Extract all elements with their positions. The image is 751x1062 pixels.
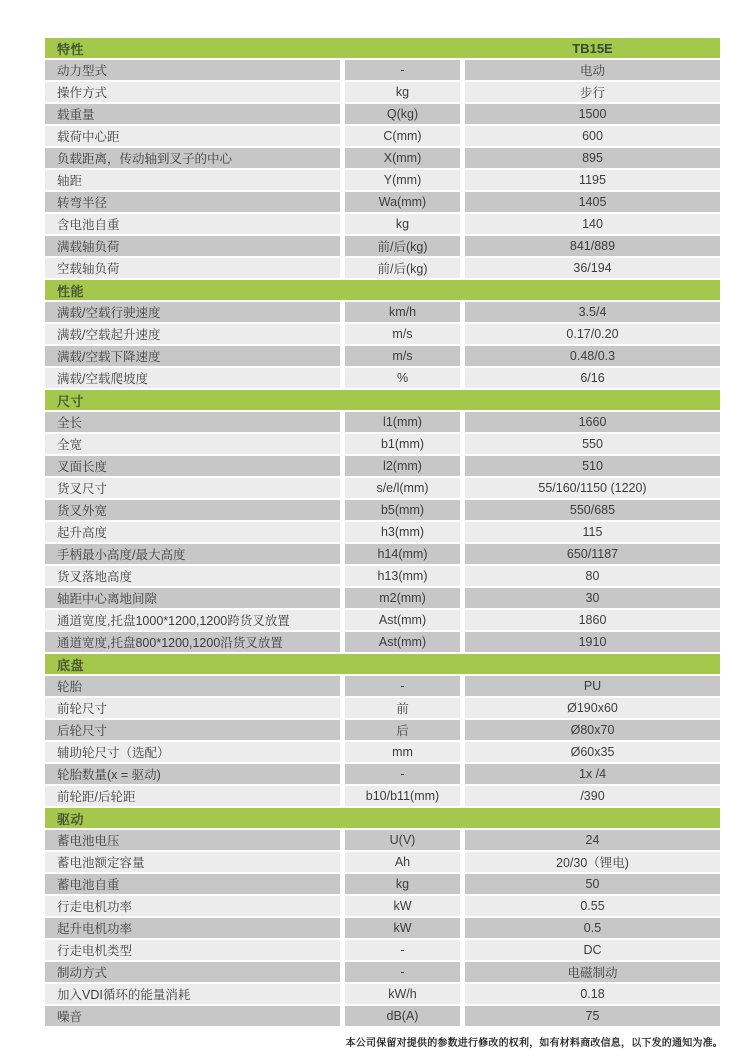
spec-label: 满载轴负荷 — [45, 236, 340, 256]
table-row — [45, 918, 720, 938]
spec-label: 满载/空载爬坡度 — [45, 368, 340, 388]
spec-value: 0.55 — [465, 896, 720, 916]
table-row — [45, 610, 720, 630]
table-row — [45, 962, 720, 982]
spec-label: 轮胎 — [45, 676, 340, 696]
spec-value: 550 — [465, 434, 720, 454]
spec-label: 载重量 — [45, 104, 340, 124]
spec-label: 手柄最小高度/最大高度 — [45, 544, 340, 564]
spec-label: 起升高度 — [45, 522, 340, 542]
table-row — [45, 566, 720, 586]
spec-value: 80 — [465, 566, 720, 586]
spec-label: 轮胎数量(x = 驱动) — [45, 764, 340, 784]
spec-unit: U(V) — [345, 830, 460, 850]
spec-unit: C(mm) — [345, 126, 460, 146]
spec-label: 满载/空载下降速度 — [45, 346, 340, 366]
section-header — [45, 390, 720, 410]
table-row — [45, 522, 720, 542]
spec-label: 全长 — [45, 412, 340, 432]
section-header — [45, 808, 720, 828]
spec-label: 叉面长度 — [45, 456, 340, 476]
spec-label: 通道宽度,托盘800*1200,1200沿货叉放置 — [45, 632, 340, 652]
spec-unit: h14(mm) — [345, 544, 460, 564]
spec-value: 650/1187 — [465, 544, 720, 564]
spec-value: 1860 — [465, 610, 720, 630]
table-row — [45, 720, 720, 740]
spec-unit: b1(mm) — [345, 434, 460, 454]
spec-value: 1660 — [465, 412, 720, 432]
spec-label: 后轮尺寸 — [45, 720, 340, 740]
spec-label: 通道宽度,托盘1000*1200,1200跨货叉放置 — [45, 610, 340, 630]
table-row — [45, 104, 720, 124]
spec-unit: X(mm) — [345, 148, 460, 168]
spec-value: 6/16 — [465, 368, 720, 388]
table-row — [45, 588, 720, 608]
table-row — [45, 478, 720, 498]
spec-label: 轴距 — [45, 170, 340, 190]
table-row — [45, 940, 720, 960]
spec-unit: - — [345, 962, 460, 982]
spec-unit: m2(mm) — [345, 588, 460, 608]
table-row — [45, 544, 720, 564]
spec-label: 动力型式 — [45, 60, 340, 80]
spec-value: 510 — [465, 456, 720, 476]
spec-label: 负载距离，传动轴到叉子的中心 — [45, 148, 340, 168]
section-title: 性能 — [57, 283, 85, 299]
spec-value: Ø60x35 — [465, 742, 720, 762]
section-header — [45, 280, 720, 300]
spec-value: 600 — [465, 126, 720, 146]
table-row — [45, 896, 720, 916]
spec-label: 转弯半径 — [45, 192, 340, 212]
spec-label: 货叉尺寸 — [45, 478, 340, 498]
spec-value: /390 — [465, 786, 720, 806]
spec-unit: kg — [345, 82, 460, 102]
spec-label: 全宽 — [45, 434, 340, 454]
table-row — [45, 456, 720, 476]
table-row — [45, 984, 720, 1004]
table-row — [45, 258, 720, 278]
spec-unit: - — [345, 60, 460, 80]
spec-unit: l2(mm) — [345, 456, 460, 476]
spec-unit: 前/后(kg) — [345, 258, 460, 278]
spec-value: 36/194 — [465, 258, 720, 278]
spec-label: 满载/空载起升速度 — [45, 324, 340, 344]
spec-value: 55/160/1150 (1220) — [465, 478, 720, 498]
spec-label: 货叉外宽 — [45, 500, 340, 520]
spec-unit: h3(mm) — [345, 522, 460, 542]
spec-unit: Ast(mm) — [345, 632, 460, 652]
table-row — [45, 214, 720, 234]
spec-unit: s/e/l(mm) — [345, 478, 460, 498]
table-row — [45, 170, 720, 190]
spec-unit: mm — [345, 742, 460, 762]
table-row — [45, 236, 720, 256]
spec-unit: Q(kg) — [345, 104, 460, 124]
table-row — [45, 346, 720, 366]
table-row — [45, 412, 720, 432]
spec-value: 0.48/0.3 — [465, 346, 720, 366]
spec-label: 行走电机类型 — [45, 940, 340, 960]
spec-unit: kW — [345, 918, 460, 938]
spec-unit: b10/b11(mm) — [345, 786, 460, 806]
spec-value: 75 — [465, 1006, 720, 1026]
table-row — [45, 192, 720, 212]
spec-value: 841/889 — [465, 236, 720, 256]
spec-unit: b5(mm) — [345, 500, 460, 520]
spec-value: 1405 — [465, 192, 720, 212]
spec-label: 满载/空载行驶速度 — [45, 302, 340, 322]
spec-unit: 前 — [345, 698, 460, 718]
spec-value: 550/685 — [465, 500, 720, 520]
section-title: 特性 — [57, 41, 85, 57]
table-row — [45, 852, 720, 872]
spec-value: 步行 — [465, 82, 720, 102]
spec-unit: 后 — [345, 720, 460, 740]
spec-label: 载荷中心距 — [45, 126, 340, 146]
spec-unit: kg — [345, 214, 460, 234]
spec-label: 噪音 — [45, 1006, 340, 1026]
spec-value: 50 — [465, 874, 720, 894]
spec-unit: - — [345, 676, 460, 696]
spec-label: 蓄电池额定容量 — [45, 852, 340, 872]
spec-label: 空载轴负荷 — [45, 258, 340, 278]
spec-value: 895 — [465, 148, 720, 168]
table-row — [45, 874, 720, 894]
table-row — [45, 676, 720, 696]
spec-label: 蓄电池自重 — [45, 874, 340, 894]
spec-label: 辅助轮尺寸（选配） — [45, 742, 340, 762]
spec-value: 0.17/0.20 — [465, 324, 720, 344]
spec-unit: % — [345, 368, 460, 388]
spec-value: 1500 — [465, 104, 720, 124]
table-row — [45, 764, 720, 784]
spec-label: 操作方式 — [45, 82, 340, 102]
spec-unit: l1(mm) — [345, 412, 460, 432]
spec-unit: Wa(mm) — [345, 192, 460, 212]
spec-value: 电动 — [465, 60, 720, 80]
spec-unit: - — [345, 940, 460, 960]
spec-label: 轴距中心离地间隙 — [45, 588, 340, 608]
table-row — [45, 500, 720, 520]
spec-label: 前轮距/后轮距 — [45, 786, 340, 806]
spec-unit: m/s — [345, 324, 460, 344]
table-row — [45, 82, 720, 102]
spec-unit: kg — [345, 874, 460, 894]
table-row — [45, 786, 720, 806]
spec-value: 1x /4 — [465, 764, 720, 784]
spec-unit: dB(A) — [345, 1006, 460, 1026]
table-row — [45, 324, 720, 344]
spec-unit: h13(mm) — [345, 566, 460, 586]
spec-value: 0.5 — [465, 918, 720, 938]
spec-unit: kW — [345, 896, 460, 916]
spec-value: 3.5/4 — [465, 302, 720, 322]
spec-value: PU — [465, 676, 720, 696]
spec-unit: Ast(mm) — [345, 610, 460, 630]
table-row — [45, 126, 720, 146]
section-title: 尺寸 — [57, 393, 85, 409]
spec-unit: Y(mm) — [345, 170, 460, 190]
spec-value: 0.18 — [465, 984, 720, 1004]
table-row — [45, 742, 720, 762]
spec-label: 起升电机功率 — [45, 918, 340, 938]
table-row — [45, 1006, 720, 1026]
spec-value: Ø80x70 — [465, 720, 720, 740]
spec-value: 1195 — [465, 170, 720, 190]
spec-value: 115 — [465, 522, 720, 542]
spec-value: DC — [465, 940, 720, 960]
section-header — [45, 38, 720, 58]
spec-unit: m/s — [345, 346, 460, 366]
spec-label: 蓄电池电压 — [45, 830, 340, 850]
spec-label: 行走电机功率 — [45, 896, 340, 916]
section-header — [45, 654, 720, 674]
spec-value: Ø190x60 — [465, 698, 720, 718]
table-row — [45, 148, 720, 168]
table-row — [45, 434, 720, 454]
table-row — [45, 698, 720, 718]
table-row — [45, 830, 720, 850]
spec-value: 1910 — [465, 632, 720, 652]
spec-label: 货叉落地高度 — [45, 566, 340, 586]
spec-unit: - — [345, 764, 460, 784]
footer-disclaimer: 本公司保留对提供的参数进行修改的权利，如有材料商改信息，以下发的通知为准。 — [345, 1038, 723, 1049]
spec-label: 含电池自重 — [45, 214, 340, 234]
spec-label: 加入VDI循环的能量消耗 — [45, 984, 340, 1004]
table-row — [45, 368, 720, 388]
spec-unit: kW/h — [345, 984, 460, 1004]
spec-label: 前轮尺寸 — [45, 698, 340, 718]
spec-label: 制动方式 — [45, 962, 340, 982]
spec-unit: km/h — [345, 302, 460, 322]
table-row — [45, 60, 720, 80]
table-row — [45, 632, 720, 652]
spec-value: 140 — [465, 214, 720, 234]
section-title: 驱动 — [57, 811, 85, 827]
spec-table — [45, 38, 720, 1028]
table-row — [45, 302, 720, 322]
spec-value: 24 — [465, 830, 720, 850]
spec-value: 30 — [465, 588, 720, 608]
spec-unit: Ah — [345, 852, 460, 872]
spec-value: 电磁制动 — [465, 962, 720, 982]
spec-value: 20/30（锂电) — [465, 852, 720, 872]
section-title: 底盘 — [57, 657, 85, 673]
model-name: TB15E — [572, 40, 613, 56]
spec-unit: 前/后(kg) — [345, 236, 460, 256]
